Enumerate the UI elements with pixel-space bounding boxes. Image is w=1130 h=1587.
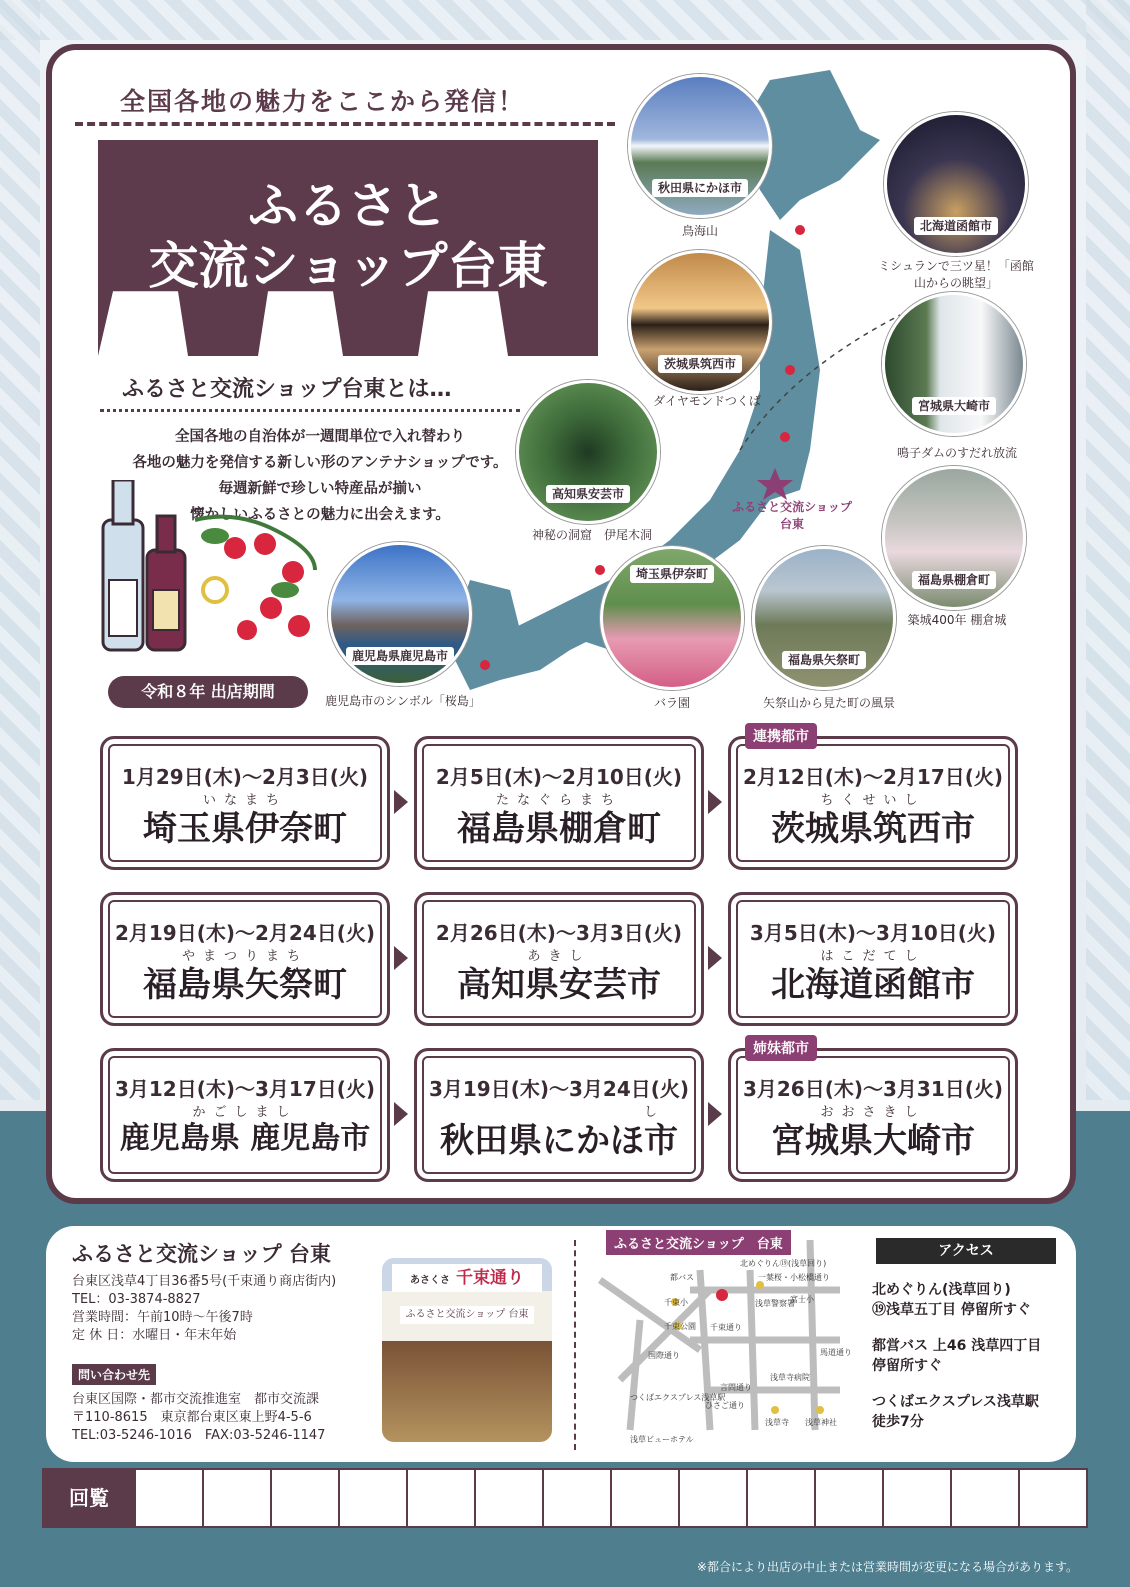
photo-caption: 矢祭山から見た町の風景: [762, 696, 895, 710]
photo-caption: ミシュランで三ツ星！「函館山からの眺望」: [878, 259, 1034, 290]
shop-tel: TEL：03-3874-8827: [72, 1292, 201, 1307]
photo-label: 鹿児島県鹿児島市: [346, 647, 454, 665]
card-name: 北海道函館市: [771, 965, 975, 1005]
about-title: ふるさと交流ショップ台東とは…: [122, 377, 452, 402]
photo-sign: あさくさ 千束通り: [392, 1264, 542, 1292]
shop-location-pin: [716, 1289, 728, 1301]
svg-text:浅草寺病院: 浅草寺病院: [770, 1373, 810, 1382]
photo-label: 高知県安芸市: [546, 485, 630, 503]
card-ruby: かごしまし: [192, 1105, 298, 1120]
stamp-cell[interactable]: [814, 1470, 882, 1526]
background-pattern: [0, 0, 1130, 40]
title-line-2: 交流ショップ台東: [148, 237, 548, 295]
about-line: 各地の魅力を発信する新しい形のアンテナショップです。: [132, 455, 508, 471]
stamp-cell[interactable]: [202, 1470, 270, 1526]
svg-text:浅草ビューホテル: 浅草ビューホテル: [630, 1435, 694, 1444]
stamp-cell[interactable]: [134, 1470, 202, 1526]
stamp-cell[interactable]: [678, 1470, 746, 1526]
stamp-cell[interactable]: [270, 1470, 338, 1526]
info-divider: [574, 1240, 576, 1450]
photo-caption: 神秘の洞窟 伊尾木洞: [531, 528, 652, 542]
card-tag: 連携都市: [745, 723, 817, 749]
schedule-card: [728, 892, 1018, 1026]
svg-text:ひさご通り: ひさご通り: [705, 1401, 745, 1410]
photo-label: 秋田県にかほ市: [652, 179, 748, 197]
card-name: 埼玉県伊奈町: [143, 809, 347, 849]
background-pattern: [1086, 0, 1130, 1100]
next-arrow-icon: [394, 1102, 408, 1126]
card-ruby: ちくせいし: [820, 793, 926, 808]
access-map-title: ふるさと交流ショップ 台東: [606, 1230, 791, 1255]
photo-label: 埼玉県伊奈町: [630, 565, 714, 583]
card-dates: 3月19日(木)～3月24日(火): [428, 1077, 690, 1101]
stamp-cell[interactable]: [950, 1470, 1018, 1526]
access-line: 都営バス 上46 浅草四丁目: [872, 1338, 1042, 1354]
contact-address: 〒110-8615 東京都台東区東上野4-5-6: [72, 1410, 312, 1425]
photo-aki: [516, 380, 660, 524]
svg-text:一葉桜・小松橋通り: 一葉桜・小松橋通り: [758, 1273, 830, 1282]
contact-tel: TEL:03-5246-1016 FAX:03-5246-1147: [72, 1428, 326, 1443]
map-pin-kagoshima: [480, 660, 490, 670]
access-line: つくばエクスプレス浅草駅: [872, 1394, 1039, 1410]
about-line: 懐かしいふるさとの魅力に出会えます。: [190, 507, 450, 523]
next-arrow-icon: [708, 1102, 722, 1126]
title-line-1: ふるさと: [248, 177, 448, 235]
card-ruby: あきし: [527, 949, 591, 964]
card-dates: 1月29日(木)～2月3日(火): [121, 765, 369, 789]
period-badge: 令和８年 出店期間: [108, 676, 308, 708]
svg-text:国際通り: 国際通り: [648, 1351, 680, 1360]
photo-chikusei: [628, 250, 772, 394]
svg-text:富士小: 富士小: [790, 1295, 814, 1304]
card-ruby: たなぐらまち: [495, 793, 622, 808]
map-pin-hakodate: [795, 225, 805, 235]
access-line: 徒歩7分: [872, 1414, 924, 1430]
card-name: 茨城県筑西市: [771, 809, 975, 849]
photo-kagoshima: [328, 542, 472, 686]
photo-tanagura: [882, 466, 1026, 610]
card-dates: 2月5日(木)～2月10日(火): [435, 765, 683, 789]
map-shop-label: ふるさと交流ショップ台東: [732, 500, 852, 531]
card-ruby: いなまち: [202, 793, 287, 808]
next-arrow-icon: [394, 946, 408, 970]
contact-dept: 台東区国際・都市交流推進室 都市交流課: [72, 1392, 320, 1407]
map-pin-osaki: [785, 365, 795, 375]
schedule-card: [100, 1048, 390, 1182]
photo-caption: 鳴子ダムのすだれ放流: [896, 446, 1017, 460]
access-item: [872, 1392, 1039, 1432]
card-name: 宮城県大崎市: [771, 1121, 975, 1161]
card-ruby: やまつりまち: [181, 949, 308, 964]
photo-label: 茨城県筑西市: [658, 355, 742, 373]
access-line: 停留所すぐ: [872, 1358, 942, 1374]
next-arrow-icon: [708, 790, 722, 814]
photo-osaki: [882, 292, 1026, 436]
map-pin-tanagura: [780, 432, 790, 442]
stamp-cell[interactable]: [542, 1470, 610, 1526]
card-name: 福島県棚倉町: [457, 809, 661, 849]
svg-text:浅草警察署: 浅草警察署: [755, 1299, 795, 1308]
card-ruby: おおさきし: [820, 1105, 926, 1120]
photo-caption: 鹿児島市のシンボル「桜島」: [325, 694, 481, 708]
photo-board: ふるさと交流ショップ 台東: [400, 1306, 534, 1324]
card-dates: 3月12日(木)～3月17日(火): [114, 1077, 376, 1101]
access-line: 北めぐりん(浅草回り): [872, 1282, 1011, 1298]
card-name: 福島県矢祭町: [143, 965, 347, 1005]
photo-caption: 築城400年 棚倉城: [907, 613, 1007, 627]
photo-label: 福島県矢祭町: [782, 651, 866, 669]
svg-text:つくばエクスプレス浅草駅: つくばエクスプレス浅草駅: [630, 1393, 726, 1402]
about-line: 毎週新鮮で珍しい特産品が揃い: [218, 481, 422, 497]
stamp-cell[interactable]: [746, 1470, 814, 1526]
access-item: [872, 1280, 1031, 1320]
svg-text:千束通り: 千束通り: [710, 1323, 742, 1332]
shop-hours: 営業時間：午前10時～午後7時: [72, 1310, 253, 1325]
contact-badge: 問い合わせ先: [72, 1364, 156, 1385]
photo-yamatsuri: [752, 546, 896, 690]
photo-caption: 鳥海山: [681, 224, 718, 238]
svg-text:千束公園: 千束公園: [664, 1322, 696, 1331]
stamp-cell[interactable]: [882, 1470, 950, 1526]
circulation-stamp-box: [42, 1468, 1088, 1528]
access-map: [590, 1230, 860, 1450]
footnote: ※都合により出店の中止または営業時間が変更になる場合があります。: [696, 1560, 1078, 1574]
card-dates: 2月26日(木)～3月3日(火): [435, 921, 683, 945]
next-arrow-icon: [394, 790, 408, 814]
card-ruby: し: [643, 1105, 665, 1120]
photo-caption: ダイヤモンドつくば: [653, 394, 761, 408]
card-name: 秋田県にかほ市: [440, 1121, 678, 1161]
shop-name: ふるさと交流ショップ 台東: [72, 1242, 331, 1266]
card-tag: 姉妹都市: [745, 1035, 817, 1061]
svg-text:浅草寺: 浅草寺: [765, 1418, 789, 1427]
stamp-cell[interactable]: [406, 1470, 474, 1526]
schedule-card: [100, 892, 390, 1026]
card-ruby: はこだてし: [820, 949, 926, 964]
card-name: 鹿児島県 鹿児島市: [119, 1121, 371, 1156]
svg-text:北めぐりん⑲(浅草回り): 北めぐりん⑲(浅草回り): [740, 1259, 827, 1268]
card-name: 高知県安芸市: [457, 965, 661, 1005]
photo-akita: [628, 74, 772, 218]
card-dates: 2月19日(木)～2月24日(火): [114, 921, 376, 945]
schedule-card: [728, 729, 1018, 870]
background-pattern: [0, 0, 40, 1100]
photo-label: 宮城県大崎市: [912, 397, 996, 415]
svg-text:言問通り: 言問通り: [720, 1383, 752, 1392]
stamp-cell[interactable]: [474, 1470, 542, 1526]
photo-ina: [600, 546, 744, 690]
svg-text:都バス: 都バス: [670, 1273, 694, 1282]
shop-closed: 定 休 日：水曜日・年末年始: [72, 1328, 237, 1343]
photo-caption: バラ園: [653, 696, 690, 710]
schedule-card: [100, 736, 390, 870]
access-item: [872, 1336, 1041, 1376]
schedule-card: [728, 1041, 1018, 1182]
about-line: 全国各地の自治体が一週間単位で入れ替わり: [175, 429, 465, 445]
card-dates: 3月5日(木)～3月10日(火): [749, 921, 997, 945]
access-heading: アクセス: [876, 1238, 1056, 1264]
shop-address: 台東区浅草4丁目36番5号(千束通り商店街内): [72, 1274, 337, 1289]
svg-text:馬道通り: 馬道通り: [820, 1348, 852, 1357]
circulation-label: 回覧: [44, 1470, 134, 1526]
access-line: ⑲浅草五丁目 停留所すぐ: [872, 1302, 1031, 1318]
next-arrow-icon: [708, 946, 722, 970]
svg-text:浅草神社: 浅草神社: [805, 1418, 837, 1427]
schedule-card: [414, 1048, 704, 1182]
sake-strawberry-illustration: [95, 480, 325, 660]
photo-label: 福島県棚倉町: [912, 571, 996, 589]
card-dates: 3月26日(木)～3月31日(火): [742, 1077, 1004, 1101]
schedule-card: [414, 892, 704, 1026]
stamp-cell[interactable]: [610, 1470, 678, 1526]
stamp-cell[interactable]: [1018, 1470, 1086, 1526]
card-dates: 2月12日(木)～2月17日(火): [742, 765, 1004, 789]
photo-label: 北海道函館市: [914, 217, 998, 235]
photo-hakodate: [884, 112, 1028, 256]
shop-photo: [382, 1258, 552, 1442]
svg-text:千束小: 千束小: [664, 1298, 688, 1307]
stamp-cell[interactable]: [338, 1470, 406, 1526]
schedule-card: [414, 736, 704, 870]
tagline: 全国各地の魅力をここから発信！: [120, 87, 526, 116]
